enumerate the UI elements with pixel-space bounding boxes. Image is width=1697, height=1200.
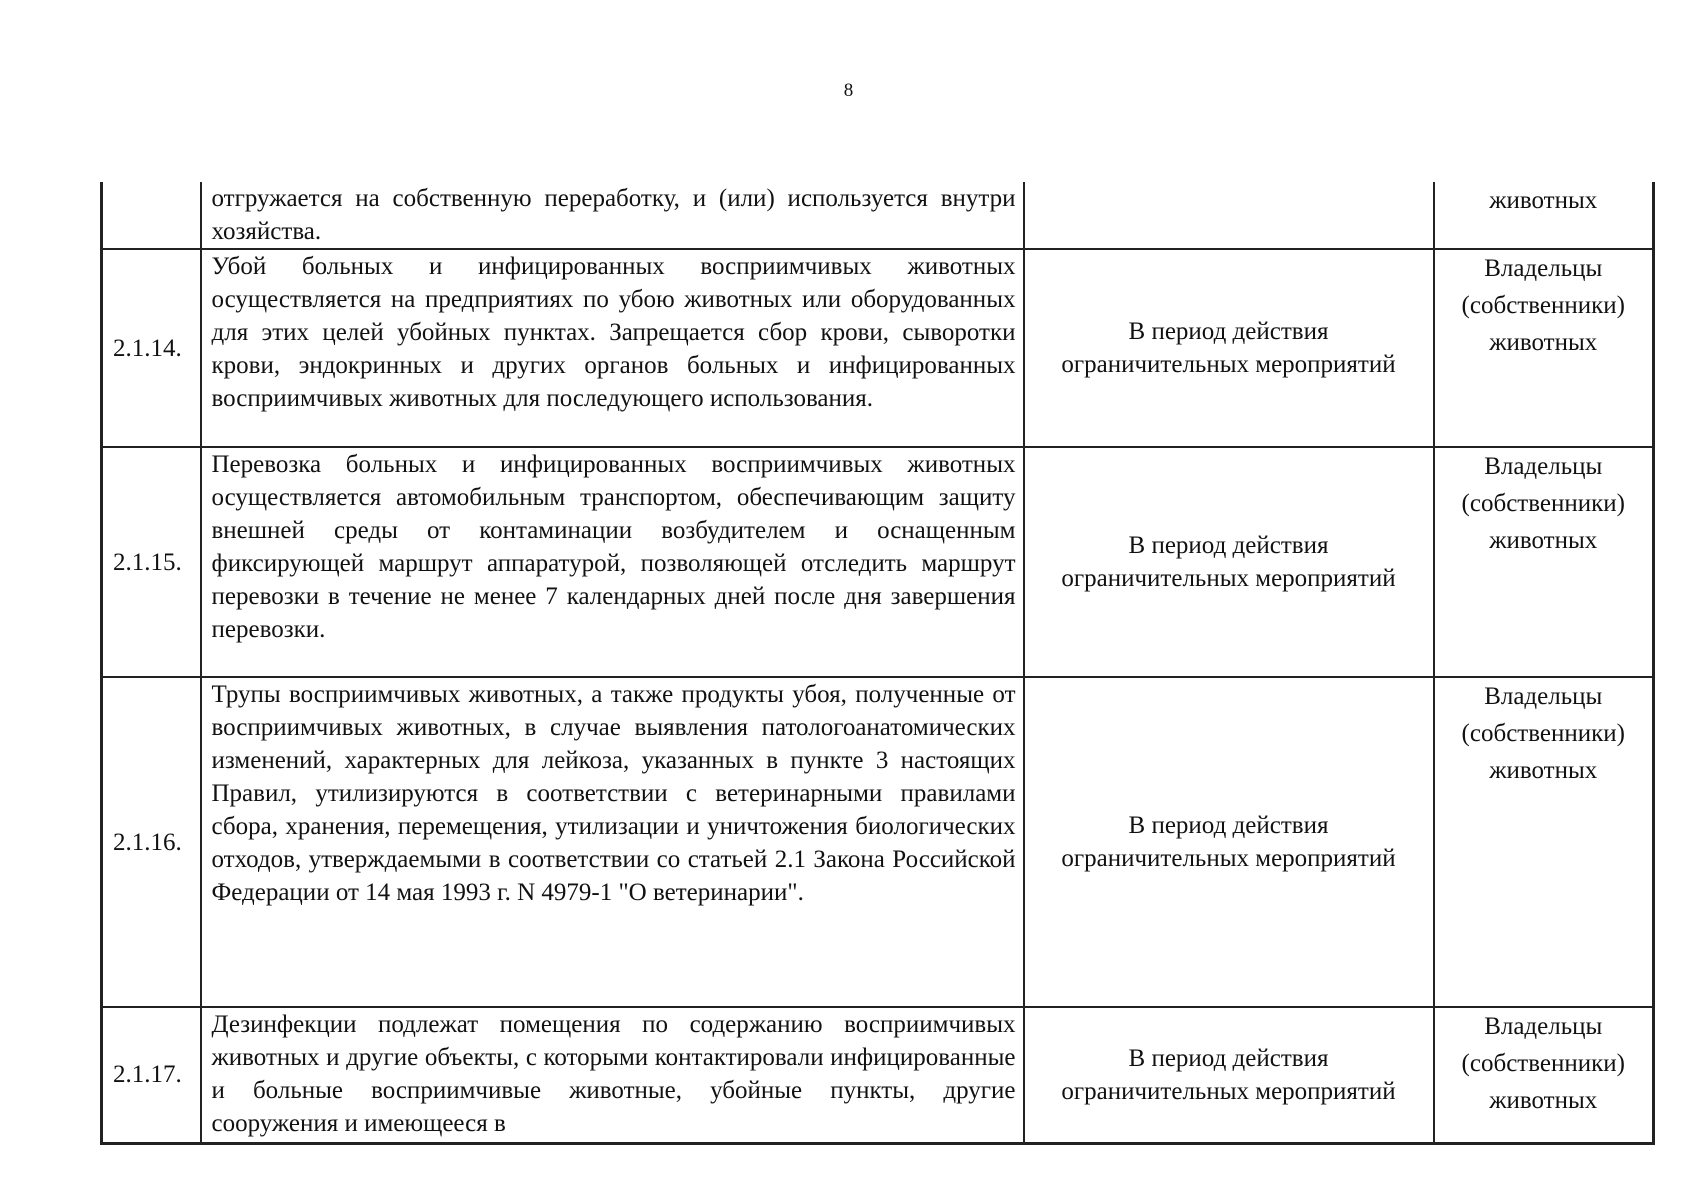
responsible-line: животных [1489,1087,1598,1114]
measure-text: Убой больных и инфицированных восприимчивых животных осуществляется на предприятиях по убою животных или оборудованных для этих целей убойных пунктах. Запрещается сбор крови, сыворотки крови, эндокринных и других органов больных и инфицированных восприимчивых животных для последующего использования. [211,253,1016,412]
measure-text: Дезинфекции подлежат помещения по содержанию восприимчивых животных и другие объекты, с которыми контактировали инфицированные и больные восприимчивые животные, убойные пункты, другие сооружения и имеющееся в [211,1011,1016,1137]
row-number-cell [102,447,201,677]
measure-text: Перевозка больных и инфицированных восприимчивых животных осуществляется автомобильным транспортом, обеспечивающим защиту внешней среды от контаминации возбудителем и оснащенным фиксирующей маршрут аппаратурой, позволяющей отследить маршрут перевозки в течение не менее 7 календарных дней после дня завершения перевозки. [211,451,1016,643]
measure-text: Трупы восприимчивых животных, а также продукты убоя, полученные от восприимчивых животных, в случае выявления патологоанатомических изменений, характерных для лейкоза, указанных в пункте 3 настоящих Правил, утилизируются в соответствии с ветеринарными правилами сбора, хранения, перемещения, утилизации и уничтожения биологических отходов, утверждаемыми в соответствии со статьей 2.1 Закона Российской Федерации от 14 мая 1993 г. N 4979-1 "О ветеринарии". [211,681,1016,906]
measure-text-cell [201,249,1024,447]
measures-table [100,182,1655,1145]
term-line: ограничительных мероприятий [1061,565,1396,592]
row-number-cell [102,1007,201,1143]
responsible-cell [1434,182,1654,249]
term-line: В период действия [1128,532,1329,559]
row-number: 2.1.16. [113,828,182,856]
table-row [102,677,1654,1007]
responsible-line: животных [1489,527,1598,554]
table-row [102,447,1654,677]
term-line: ограничительных мероприятий [1061,845,1396,872]
responsible-line: животных [1489,187,1598,214]
row-number: 2.1.14. [113,334,182,362]
row-number: 2.1.17. [113,1061,182,1089]
responsible-line: (собственники) [1461,720,1625,747]
row-number-cell [102,182,201,249]
responsible-line: животных [1489,757,1598,784]
term-line: ограничительных мероприятий [1061,1077,1396,1105]
term-cell [1024,447,1434,677]
measure-text: отгружается на собственную переработку, и (или) используется внутри хозяйства. [211,185,1016,245]
responsible-cell [1434,677,1654,1007]
responsible-line: Владельцы [1484,255,1603,282]
term-line: ограничительных мероприятий [1061,351,1396,378]
term-line: В период действия [1128,812,1329,839]
row-number-cell [102,677,201,1007]
term-line: В период действия [1128,318,1329,345]
responsible-line: (собственники) [1461,490,1625,517]
responsible-cell [1434,249,1654,447]
responsible-line: (собственники) [1461,292,1625,319]
table-row [102,182,1654,249]
responsible-line: (собственники) [1461,1050,1625,1077]
responsible-cell [1434,1007,1654,1143]
row-number: 2.1.15. [113,548,182,576]
term-cell [1024,249,1434,447]
measure-text-cell [201,447,1024,677]
responsible-cell [1434,447,1654,677]
term-cell [1024,1007,1434,1143]
page-number: 8 [843,80,854,101]
responsible-line: животных [1489,329,1598,356]
responsible-line: Владельцы [1484,1013,1603,1040]
measure-text-cell [201,677,1024,1007]
row-number-cell [102,249,201,447]
measure-text-cell [201,182,1024,249]
table-row [102,249,1654,447]
table-row [102,1007,1654,1143]
measure-text-cell [201,1007,1024,1143]
responsible-line: Владельцы [1484,453,1603,480]
term-line: В период действия [1128,1044,1329,1072]
term-cell [1024,182,1434,249]
term-cell [1024,677,1434,1007]
responsible-line: Владельцы [1484,683,1603,710]
